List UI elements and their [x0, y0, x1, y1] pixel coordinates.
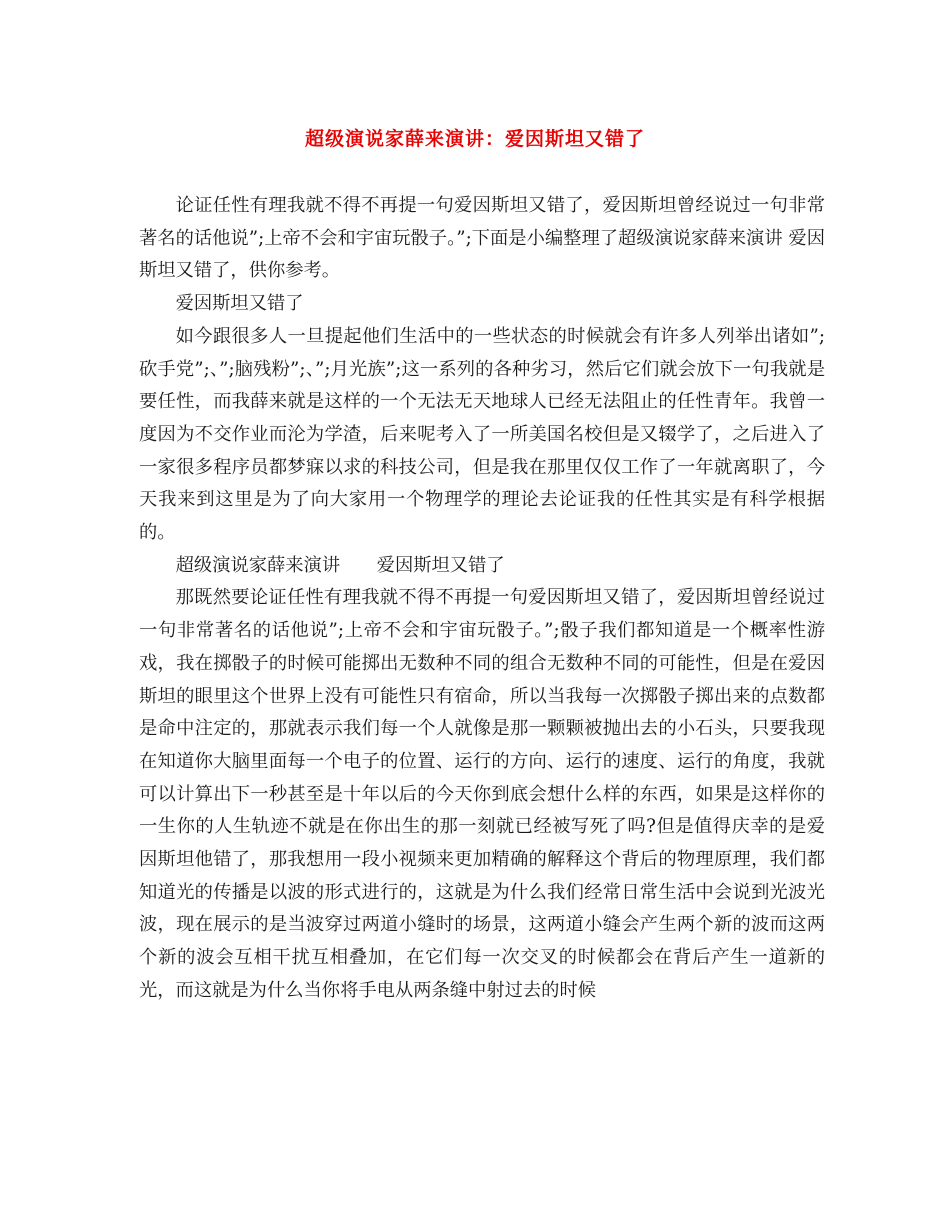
document-title: 超级演说家薛来演讲：爱因斯坦又错了: [304, 128, 645, 150]
section-heading: 超级演说家薛来演讲 爱因斯坦又错了: [175, 554, 505, 576]
intro-paragraph: 论证任性有理我就不得不再提一句爱因斯坦又错了，爱因斯坦曾经说过一句非常著名的话他说”;上帝不会和宇宙玩骰子。”;下面是小编整理了超级演说家薛来演讲 爱因斯坦又错了，供你参考。: [139, 195, 825, 282]
section-heading: 爱因斯坦又错了: [175, 293, 304, 315]
body-paragraph: 如今跟很多人一旦提起他们生活中的一些状态的时候就会有许多人列举出诸如”;砍手党”;、”;脑残粉”;、”;月光族”;这一系列的各种劣习，然后它们就会放下一句我就是要任性，而我薛来就是这样的一个无法无天地球人已经无法阻止的任性青年。我曾一度因为不交作业而沦为学渣，后来呢考入了一所美国名校但是又辍学了，之后进入了一家很多程序员都梦寐以求的科技公司，但是我在那里仅仅工作了一年就离职了，今天我来到这里是为了向大家用一个物理学的理论去论证我的任性其实是有科学根据的。: [139, 325, 825, 544]
document-body: [139, 190, 825, 1008]
body-paragraph: 那既然要论证任性有理我就不得不再提一句爱因斯坦又错了，爱因斯坦曾经说过一句非常著名的话他说”;上帝不会和宇宙玩骰子。”;骰子我们都知道是一个概率性游戏，我在掷骰子的时候可能掷出无数种不同的组合无数种不同的可能性，但是在爱因斯坦的眼里这个世界上没有可能性只有宿命，所以当我每一次掷骰子掷出来的点数都是命中注定的，那就表示我们每一个人就像是那一颗颗被抛出去的小石头，只要我现在知道你大脑里面每一个电子的位置、运行的方向、运行的速度、运行的角度，我就可以计算出下一秒甚至是十年以后的今天你到底会想什么样的东西，如果是这样你的一生你的人生轨迹不就是在你出生的那一刻就已经被写死了吗?但是值得庆幸的是爱因斯坦他错了，那我想用一段小视频来更加精确的解释这个背后的物理原理，我们都知道光的传播是以波的形式进行的，这就是为什么我们经常日常生活中会说到光波光波，现在展示的是当波穿过两道小缝时的场景，这两道小缝会产生两个新的波而这两个新的波会互相干扰互相叠加，在它们每一次交叉的时候都会在背后产生一道新的光，而这就是为什么当你将手电从两条缝中射过去的时候: [139, 587, 825, 1001]
